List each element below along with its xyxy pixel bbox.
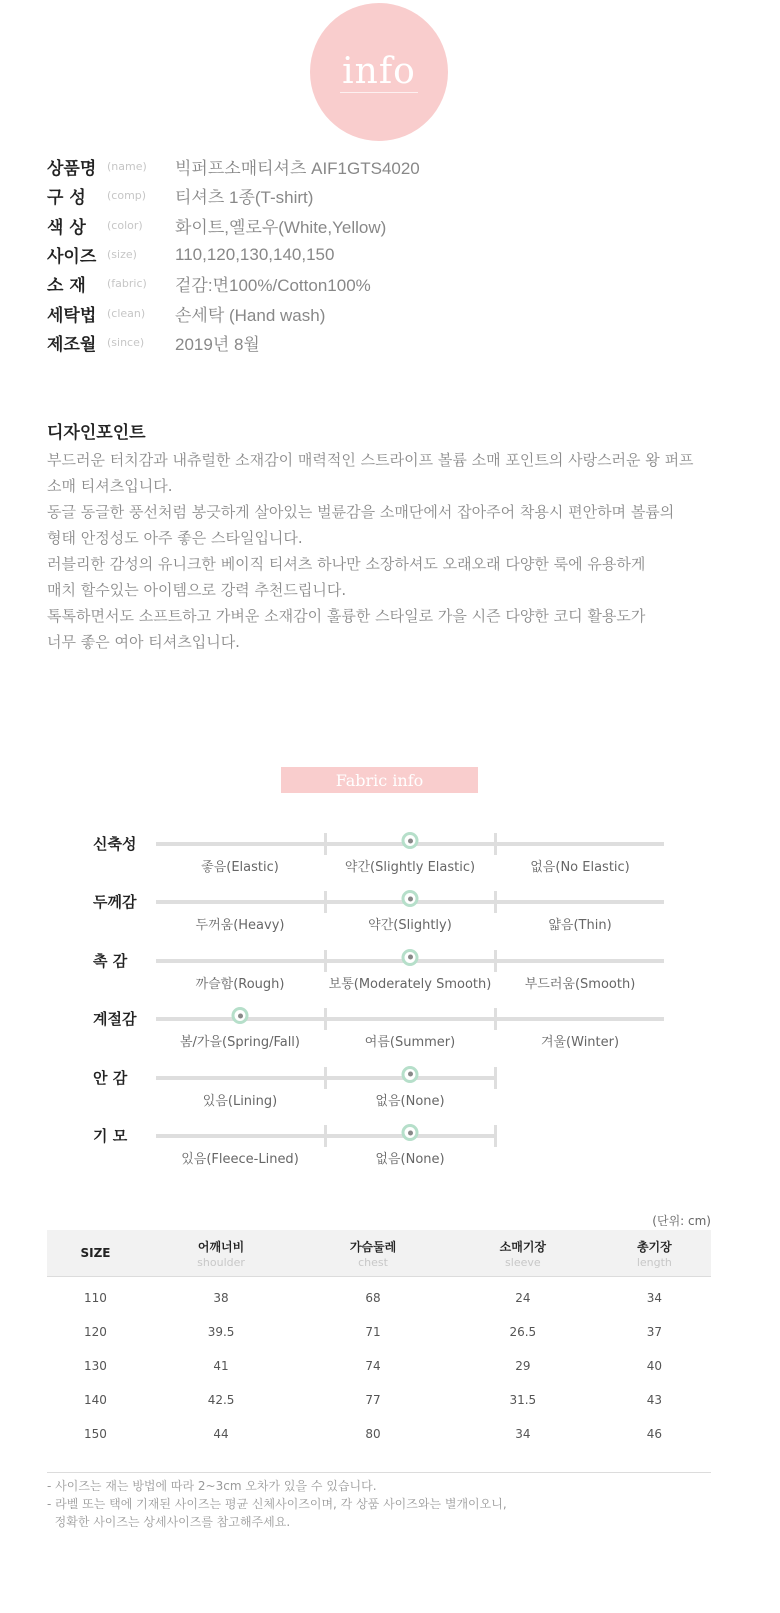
table-cell: 120	[84, 1325, 107, 1339]
info-label: 세탁법	[47, 305, 97, 326]
fabric-scale-label: 촉 감	[93, 951, 128, 970]
fabric-scale-option: 있음(Fleece-Lined)	[181, 1152, 299, 1167]
fabric-scale-option: 좋음(Elastic)	[201, 860, 279, 875]
info-sub: (fabric)	[107, 277, 147, 291]
info-value: 겉감:면100%/Cotton100%	[175, 276, 371, 296]
info-value: 화이트,옐로우(White,Yellow)	[175, 217, 387, 237]
info-row-clean	[47, 298, 420, 327]
design-point-line: 매치 할수있는 아이템으로 강력 추천드립니다.	[47, 581, 347, 599]
design-point-line: 러블리한 감성의 유니크한 베이직 티셔츠 하나만 소장하셔도 오래오래 다양한 룩에 유용하게	[47, 555, 646, 573]
fabric-scale-tick	[494, 833, 497, 855]
fabric-info-banner	[281, 767, 478, 793]
table-cell: 44	[213, 1427, 229, 1441]
fabric-scale-label: 두께감	[93, 893, 137, 912]
fabric-scale-tick	[494, 950, 497, 972]
size-note: 정확한 사이즈는 상세사이즈를 참고해주세요.	[47, 1515, 291, 1529]
info-label: 상품명	[47, 159, 97, 180]
table-cell: 38	[213, 1291, 229, 1305]
info-row-fabric	[47, 269, 420, 298]
fabric-scale-tick	[494, 1125, 497, 1147]
product-info-list	[47, 152, 420, 357]
info-label: 색 상	[47, 217, 86, 238]
fabric-scale-option: 있음(Lining)	[202, 1093, 278, 1109]
info-value: 손세탁 (Hand wash)	[175, 305, 326, 325]
table-cell: 34	[515, 1427, 531, 1441]
table-cell: 39.5	[207, 1325, 235, 1339]
fabric-scale-tick	[324, 833, 327, 855]
notes-divider	[47, 1472, 711, 1473]
table-cell: 34	[646, 1291, 662, 1305]
info-label: 사이즈	[47, 247, 97, 268]
design-point-title: 디자인포인트	[47, 423, 146, 443]
fabric-scale-tick	[494, 891, 497, 913]
fabric-scale-option: 겨울(Winter)	[540, 1035, 620, 1051]
fabric-scale-selected-marker	[402, 890, 419, 907]
design-point-body	[47, 447, 747, 655]
info-value: 110,120,130,140,150	[175, 244, 335, 264]
header-chest: 가슴둘레 chest	[298, 1230, 448, 1277]
table-cell: 31.5	[509, 1393, 537, 1407]
fabric-scale-label: 계절감	[93, 1010, 137, 1029]
info-value: 2019년 8월	[175, 334, 260, 354]
table-row	[47, 1277, 711, 1316]
info-label: 제조월	[47, 334, 97, 355]
fabric-scale-tick	[324, 891, 327, 913]
info-label: 구 성	[47, 188, 86, 209]
info-row-name	[47, 152, 420, 181]
fabric-scale-label: 신축성	[93, 835, 137, 853]
fabric-scale-tick	[494, 1067, 497, 1089]
fabric-scale-option: 얇음(Thin)	[548, 918, 612, 934]
table-cell: 71	[365, 1325, 381, 1339]
size-unit-label: (단위: cm)	[652, 1214, 711, 1228]
size-table	[47, 1230, 711, 1451]
header-shoulder: 어깨너비 shoulder	[144, 1230, 298, 1277]
table-cell: 26.5	[509, 1325, 537, 1339]
table-cell: 80	[365, 1427, 381, 1441]
design-point-line: 동글 동글한 풍선처럼 봉긋하게 살아있는 벌륜감을 소매단에서 잡아주어 착용시 편안하며 볼륨의	[47, 503, 675, 521]
fabric-scale-selected-marker	[402, 832, 419, 849]
info-row-size	[47, 240, 420, 269]
table-row	[47, 1315, 711, 1349]
info-sub: (name)	[107, 160, 147, 174]
table-cell: 42.5	[207, 1393, 235, 1407]
info-row-comp	[47, 181, 420, 210]
header-size: SIZE	[47, 1230, 144, 1277]
fabric-scale-option: 약간(Slightly Elastic)	[344, 860, 476, 875]
table-cell: 29	[515, 1359, 531, 1373]
info-sub: (size)	[107, 248, 137, 262]
fabric-scale-option: 없음(No Elastic)	[530, 860, 630, 875]
table-row	[47, 1349, 711, 1383]
design-point-line: 톡톡하면서도 소프트하고 가벼운 소재감이 훌륭한 스타일로 가을 시즌 다양한 코디 활용도가	[47, 607, 646, 625]
table-cell: 140	[84, 1393, 107, 1407]
fabric-scale-row	[0, 1127, 780, 1192]
fabric-scale-option: 없음(None)	[375, 1093, 445, 1109]
fabric-scale-selected-marker	[402, 1124, 419, 1141]
table-cell: 110	[84, 1291, 107, 1305]
fabric-scale-option: 여름(Summer)	[364, 1035, 456, 1051]
table-cell: 37	[646, 1325, 662, 1339]
table-row	[47, 1383, 711, 1417]
table-cell: 24	[515, 1291, 531, 1305]
info-row-color	[47, 211, 420, 240]
design-point-line: 부드러운 터치감과 내츄럴한 소재감이 매력적인 스트라이프 볼륨 소매 포인트의 사랑스러운 왕 퍼프	[47, 451, 694, 469]
fabric-scale-option: 봄/가을(Spring/Fall)	[179, 1035, 301, 1051]
info-label: 소 재	[47, 276, 86, 297]
table-cell: 43	[646, 1393, 662, 1407]
info-badge-text: info	[342, 50, 416, 92]
fabric-scale-selected-marker	[402, 949, 419, 966]
table-cell: 41	[213, 1359, 229, 1373]
fabric-scale-tick	[324, 950, 327, 972]
fabric-scale-label: 안 감	[93, 1068, 128, 1087]
fabric-scale-tick	[324, 1008, 327, 1030]
fabric-info-banner-text: Fabric info	[335, 770, 424, 790]
fabric-scale-option: 부드러움(Smooth)	[524, 976, 636, 992]
table-cell: 150	[84, 1427, 107, 1441]
table-cell: 74	[365, 1359, 381, 1373]
size-table-header-row	[47, 1230, 711, 1277]
fabric-scale-option: 까슬함(Rough)	[195, 976, 285, 992]
info-sub: (clean)	[107, 306, 146, 320]
table-row	[47, 1417, 711, 1451]
size-notes	[47, 1477, 507, 1531]
fabric-scale-option: 약간(Slightly)	[368, 918, 452, 934]
fabric-scale-tick	[324, 1125, 327, 1147]
info-value: 티셔츠 1종(T-shirt)	[175, 188, 314, 208]
design-point-line: 형태 안정성도 아주 좋은 스타일입니다.	[47, 529, 303, 547]
fabric-scale-tick	[324, 1067, 327, 1089]
table-cell: 130	[84, 1359, 107, 1373]
table-cell: 77	[365, 1393, 381, 1407]
header-sleeve: 소매기장 sleeve	[448, 1230, 598, 1277]
fabric-scale-option: 두꺼움(Heavy)	[195, 918, 285, 934]
fabric-scale-option: 없음(None)	[375, 1152, 445, 1167]
info-badge	[310, 3, 448, 141]
fabric-scale-label: 기 모	[93, 1127, 128, 1145]
size-note: - 사이즈는 재는 방법에 따라 2~3cm 오차가 있을 수 있습니다.	[47, 1479, 377, 1493]
fabric-scale-tick	[494, 1008, 497, 1030]
table-cell: 40	[646, 1359, 662, 1373]
fabric-scale-selected-marker	[232, 1007, 249, 1024]
info-value: 빅퍼프소매티셔츠 AIF1GTS4020	[175, 159, 420, 179]
header-length: 총기장 length	[598, 1230, 711, 1277]
info-row-since	[47, 328, 420, 357]
info-sub: (comp)	[107, 189, 147, 203]
fabric-scale-option: 보통(Moderately Smooth)	[328, 976, 492, 992]
table-cell: 68	[365, 1291, 381, 1305]
fabric-scale-selected-marker	[402, 1066, 419, 1083]
size-note: - 라벨 또는 택에 기재된 사이즈는 평균 신체사이즈이며, 각 상품 사이즈와는 별개이오니,	[47, 1497, 507, 1511]
info-sub: (since)	[107, 335, 145, 349]
table-cell: 46	[646, 1427, 662, 1441]
design-point-line: 소매 티셔츠입니다.	[47, 477, 173, 495]
design-point-line: 너무 좋은 여아 티셔츠입니다.	[47, 633, 240, 651]
info-sub: (color)	[107, 218, 143, 232]
